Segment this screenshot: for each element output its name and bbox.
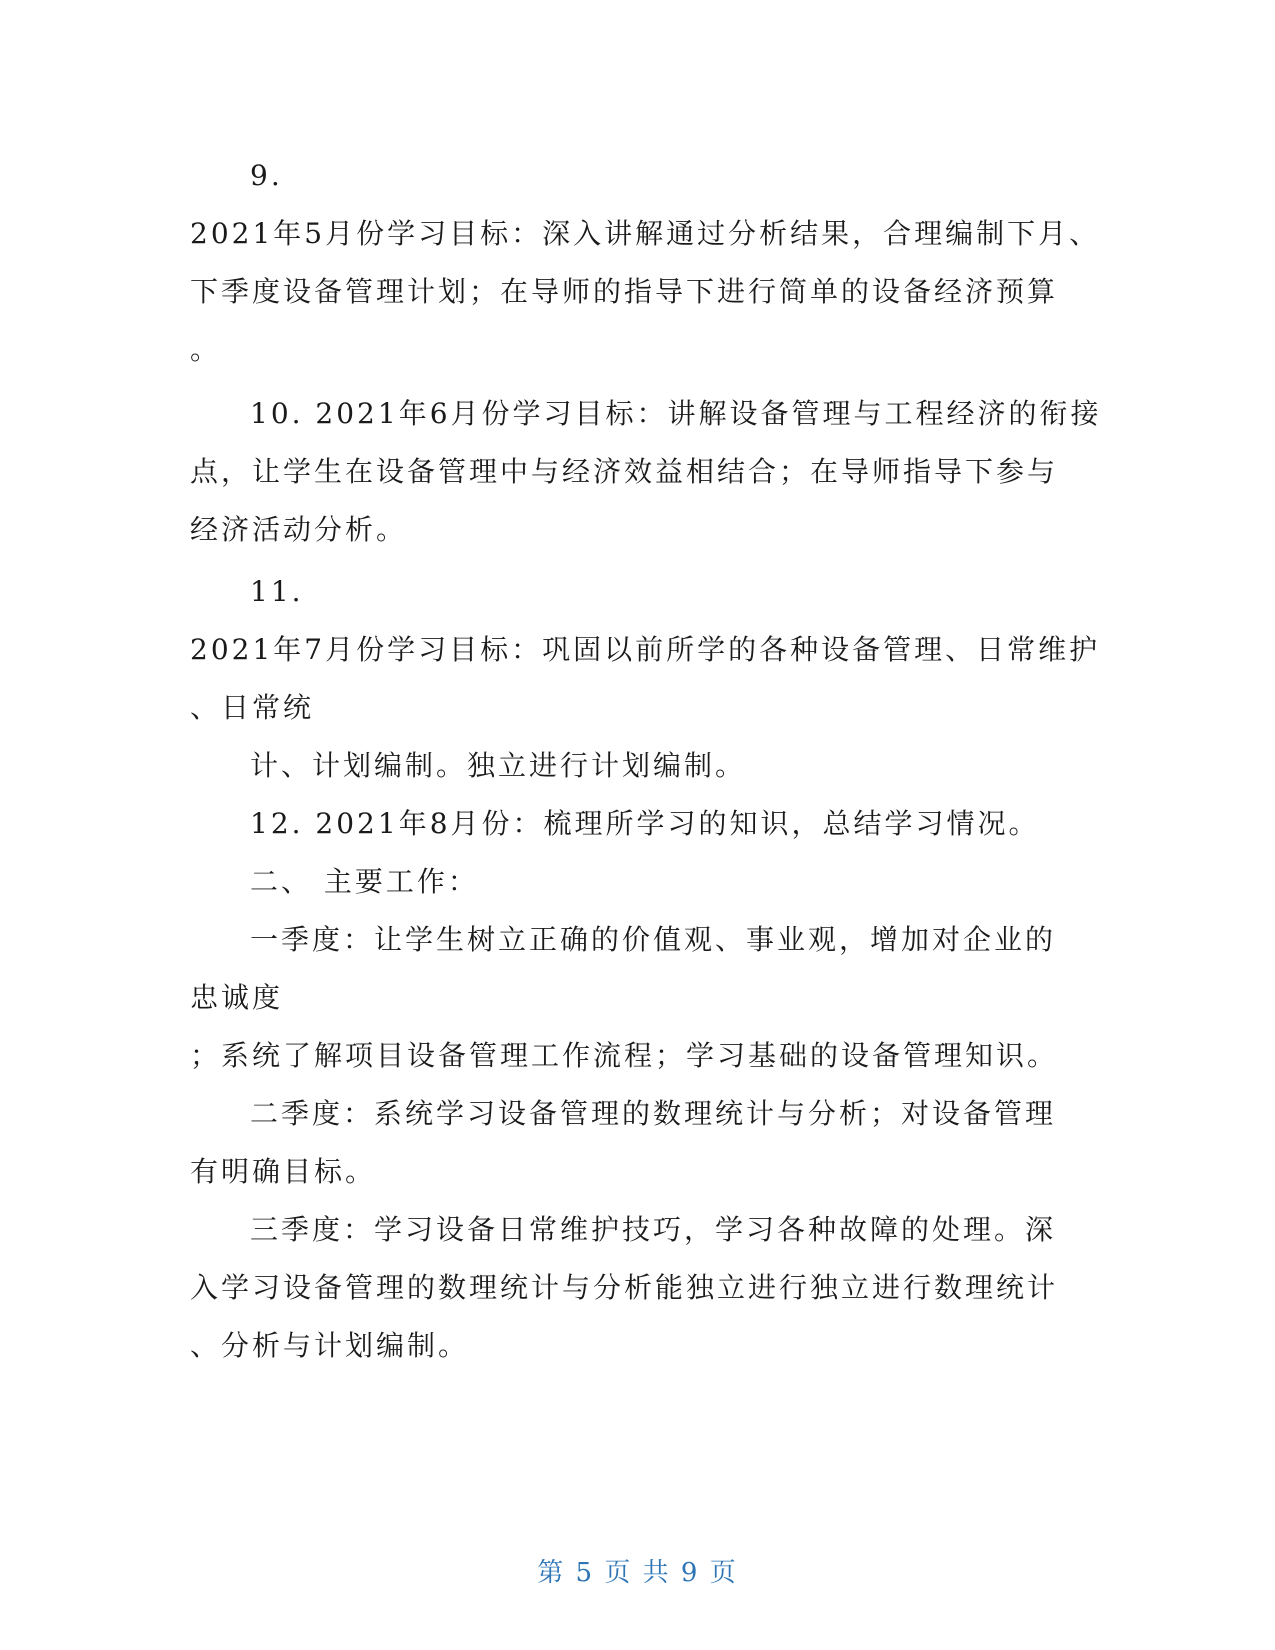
text-line: 9. <box>250 159 283 192</box>
text-line: 经济活动分析。 <box>190 513 408 546</box>
text-line: 点，让学生在设备管理中与经济效益相结合；在导师指导下参与 <box>190 455 1059 488</box>
text-line: 计、计划编制。独立进行计划编制。 <box>250 749 747 782</box>
text-line: 忠诚度 <box>190 981 284 1014</box>
text-line: 2021年7月份学习目标：巩固以前所学的各种设备管理、日常维护 <box>190 633 1101 666</box>
text-line: 下季度设备管理计划；在导师的指导下进行简单的设备经济预算 <box>190 275 1059 308</box>
text-line: 、日常统 <box>190 691 315 724</box>
text-line: 、分析与计划编制。 <box>190 1329 470 1362</box>
page-number-footer: 第 5 页 共 9 页 <box>537 1558 738 1588</box>
text-line: 10. 2021年6月份学习目标：讲解设备管理与工程经济的衔接 <box>250 397 1102 430</box>
text-line: 有明确目标。 <box>190 1155 377 1188</box>
text-line: ；系统了解项目设备管理工作流程；学习基础的设备管理知识。 <box>190 1039 1059 1072</box>
text-line: 二、 主要工作： <box>250 865 479 898</box>
text-line: 三季度：学习设备日常维护技巧，学习各种故障的处理。深 <box>250 1213 1057 1246</box>
text-line: 11. <box>250 575 304 608</box>
text-line: 一季度：让学生树立正确的价值观、事业观，增加对企业的 <box>250 923 1057 956</box>
text-line: 12. 2021年8月份：梳理所学习的知识，总结学习情况。 <box>250 807 1040 840</box>
text-line: 2021年5月份学习目标：深入讲解通过分析结果，合理编制下月、 <box>190 217 1101 250</box>
text-line: 二季度：系统学习设备管理的数理统计与分析；对设备管理 <box>250 1097 1057 1130</box>
text-line: 。 <box>190 333 222 366</box>
text-line: 入学习设备管理的数理统计与分析能独立进行独立进行数理统计 <box>190 1271 1059 1304</box>
